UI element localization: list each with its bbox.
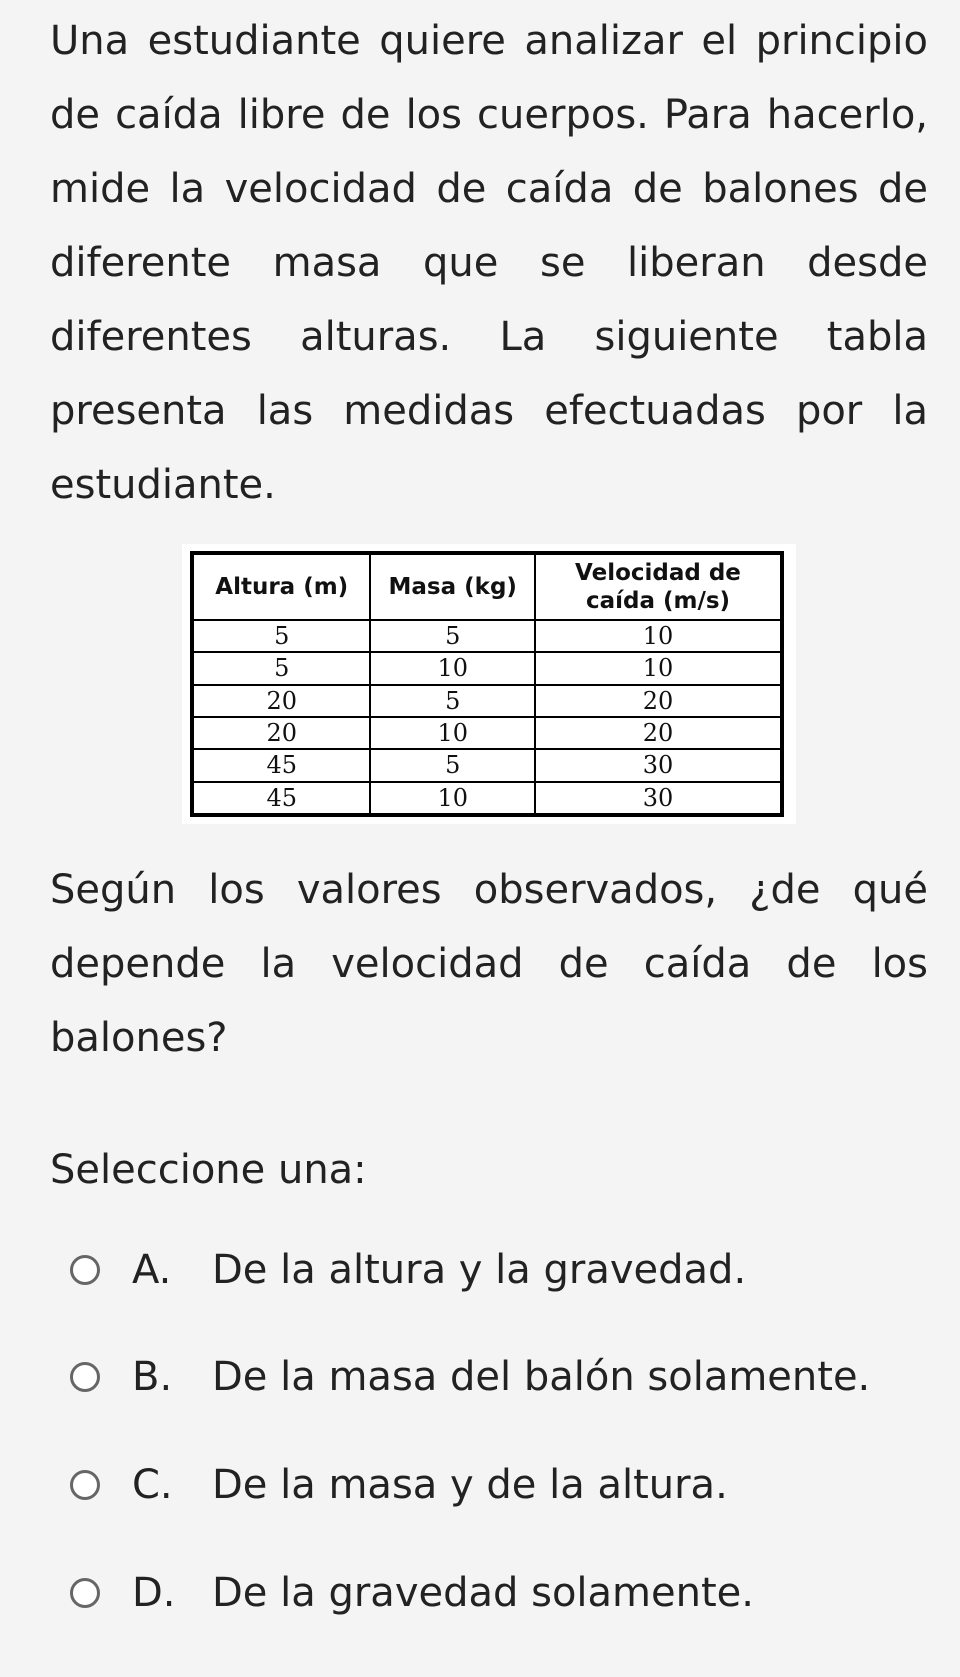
table-cell-masa: 10	[370, 717, 535, 749]
table-cell-velocidad: 30	[535, 782, 782, 815]
option-letter-c: C.	[132, 1462, 173, 1508]
table-cell-velocidad: 10	[535, 620, 782, 652]
option-letter-a: A.	[132, 1247, 172, 1293]
option-letter-b: B.	[132, 1354, 173, 1400]
option-text-d: De la gravedad solamente.	[212, 1570, 754, 1616]
option-a[interactable]	[70, 1240, 930, 1300]
measurements-table-container	[182, 544, 796, 824]
header-masa: Masa (kg)	[370, 553, 535, 620]
radio-d[interactable]	[70, 1578, 100, 1608]
table-cell-altura: 45	[192, 749, 370, 781]
table-row	[192, 652, 782, 684]
table-cell-altura: 5	[192, 652, 370, 684]
question-text: Según los valores observados, ¿de qué depende la velocidad de caída de los balones?	[50, 867, 928, 1061]
table-cell-velocidad: 10	[535, 652, 782, 684]
table-cell-masa: 5	[370, 749, 535, 781]
table-row	[192, 782, 782, 815]
table-cell-masa: 5	[370, 620, 535, 652]
option-d[interactable]	[70, 1563, 930, 1623]
option-b[interactable]	[70, 1347, 930, 1407]
table-header-row	[192, 553, 782, 620]
option-text-c: De la masa y de la altura.	[212, 1462, 728, 1508]
question-intro: Una estudiante quiere analizar el principio de caída libre de los cuerpos. Para hacerlo, mide la velocidad de caída de balones de diferente masa que se liberan desde diferentes alturas. La siguiente tabla presenta las medidas efectuadas por la estudiante.	[50, 18, 928, 508]
header-velocidad: Velocidad de caída (m/s)	[535, 553, 782, 620]
select-prompt: Seleccione una:	[50, 1147, 367, 1193]
table-row	[192, 685, 782, 717]
table-cell-masa: 10	[370, 782, 535, 815]
table-cell-altura: 20	[192, 717, 370, 749]
table-row	[192, 749, 782, 781]
table-cell-velocidad: 30	[535, 749, 782, 781]
header-altura: Altura (m)	[192, 553, 370, 620]
table-cell-velocidad: 20	[535, 717, 782, 749]
table-cell-altura: 45	[192, 782, 370, 815]
radio-c[interactable]	[70, 1470, 100, 1500]
option-letter-d: D.	[132, 1570, 176, 1616]
table-cell-altura: 5	[192, 620, 370, 652]
table-cell-velocidad: 20	[535, 685, 782, 717]
measurements-table	[190, 551, 784, 817]
option-c[interactable]	[70, 1455, 930, 1515]
radio-b[interactable]	[70, 1362, 100, 1392]
table-cell-altura: 20	[192, 685, 370, 717]
radio-a[interactable]	[70, 1255, 100, 1285]
option-text-a: De la altura y la gravedad.	[212, 1247, 747, 1293]
table-cell-masa: 5	[370, 685, 535, 717]
option-text-b: De la masa del balón solamente.	[212, 1354, 871, 1400]
table-row	[192, 620, 782, 652]
table-row	[192, 717, 782, 749]
table-cell-masa: 10	[370, 652, 535, 684]
